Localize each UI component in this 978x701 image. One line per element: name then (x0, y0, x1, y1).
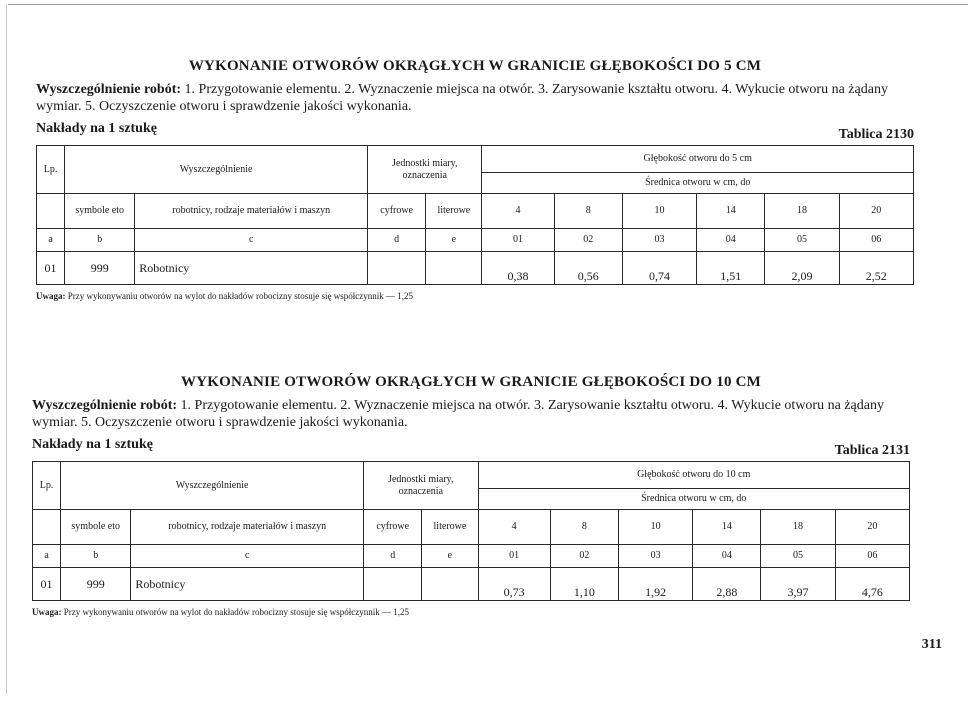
left-border-line (6, 4, 7, 694)
row-symbol: 999 (65, 252, 135, 285)
table-row (33, 568, 910, 601)
diameter-cell: 4 (482, 194, 554, 229)
value-cell: 3,97 (761, 568, 835, 601)
header-glebokosc: Głębokość otworu do 5 cm (482, 146, 914, 173)
header-cyfrowe: cyfrowe (368, 194, 426, 229)
table-number: Tablica 2131 (834, 443, 910, 458)
value-cell: 1,51 (697, 252, 765, 285)
section-title: WYKONANIE OTWORÓW OKRĄGŁYCH W GRANICIE GŁĘBOKOŚCI DO 5 CM (188, 58, 762, 74)
header-jednostki: Jednostki miary, oznaczenia (368, 146, 482, 194)
naklady-row (32, 435, 910, 457)
row-lp: 01 (37, 252, 65, 285)
table-number: Tablica 2130 (838, 127, 914, 142)
value-cell: 0,56 (554, 252, 622, 285)
diameter-cell: 14 (697, 194, 765, 229)
section-description (36, 81, 914, 115)
header-wyszczegolnienie: Wyszczególnienie (61, 462, 364, 510)
diameter-cell: 18 (765, 194, 839, 229)
note-label: Uwaga: (32, 607, 62, 617)
section-2130 (36, 58, 914, 301)
diameter-cell: 4 (478, 510, 550, 545)
header-lp: Lp. (37, 146, 65, 194)
note-label: Uwaga: (36, 291, 66, 301)
row-literowe (426, 252, 482, 285)
value-cell: 1,10 (550, 568, 618, 601)
letter-cell: c (135, 229, 368, 252)
header-robotnicy-rodzaje: robotnicy, rodzaje materiałów i maszyn (131, 510, 364, 545)
diameter-cell: 10 (622, 194, 696, 229)
value-cell: 2,88 (693, 568, 761, 601)
diameter-cell: 18 (761, 510, 835, 545)
letter-cell: c (131, 545, 364, 568)
header-lp: Lp. (33, 462, 61, 510)
row-cyfrowe (368, 252, 426, 285)
section-title: WYKONANIE OTWORÓW OKRĄGŁYCH W GRANICIE GŁĘBOKOŚCI DO 10 CM (180, 374, 761, 390)
header-cyfrowe: cyfrowe (364, 510, 422, 545)
description-label: Wyszczególnienie robót: (32, 398, 178, 413)
note-text: Przy wykonywaniu otworów na wylot do nakładów robocizny stosuje się współczynnik — 1,25 (65, 291, 413, 301)
header-srednica: Średnica otworu w cm, do (482, 173, 914, 194)
col-code-cell: 03 (618, 545, 692, 568)
value-cell: 1,92 (618, 568, 692, 601)
row-name: Robotnicy (135, 252, 368, 285)
naklady-row (36, 119, 914, 141)
letter-cell: e (426, 229, 482, 252)
col-code-cell: 05 (761, 545, 835, 568)
note-text: Przy wykonywaniu otworów na wylot do nakładów robocizny stosuje się współczynnik — 1,25 (61, 607, 409, 617)
col-code-cell: 01 (478, 545, 550, 568)
diameter-cell: 20 (835, 510, 909, 545)
col-code-cell: 03 (622, 229, 696, 252)
header-symbole: symbole eto (65, 194, 135, 229)
row-name: Robotnicy (131, 568, 364, 601)
col-code-cell: 05 (765, 229, 839, 252)
row-cyfrowe (364, 568, 422, 601)
note (32, 607, 910, 617)
top-border-line (8, 4, 968, 5)
header-literowe: literowe (422, 510, 478, 545)
header-empty-lp (37, 194, 65, 229)
row-symbol: 999 (61, 568, 131, 601)
header-jednostki: Jednostki miary, oznaczenia (364, 462, 478, 510)
page-number: 311 (921, 637, 942, 652)
col-code-cell: 02 (550, 545, 618, 568)
diameter-cell: 8 (554, 194, 622, 229)
letter-cell: b (61, 545, 131, 568)
norm-table (32, 461, 910, 601)
diameter-cell: 8 (550, 510, 618, 545)
letter-cell: a (33, 545, 61, 568)
row-literowe (422, 568, 478, 601)
section-2131 (32, 374, 910, 617)
diameter-cell: 14 (693, 510, 761, 545)
description-text: 1. Przygotowanie elementu. 2. Wyznaczenie miejsca na otwór. 3. Zarysowanie kształtu otworu. 4. Wykucie otworu na żądany wymiar. 5. Oczyszczenie otworu i sprawdzenie jakości wykonania. (36, 82, 888, 114)
description-label: Wyszczególnienie robót: (36, 82, 182, 97)
naklady-label: Nakłady na 1 sztukę (32, 437, 153, 452)
col-code-cell: 04 (697, 229, 765, 252)
header-symbole: symbole eto (61, 510, 131, 545)
value-cell: 0,73 (478, 568, 550, 601)
table-row (37, 252, 914, 285)
letter-cell: b (65, 229, 135, 252)
diameter-cell: 20 (839, 194, 913, 229)
header-empty-lp (33, 510, 61, 545)
letter-cell: a (37, 229, 65, 252)
value-cell: 2,52 (839, 252, 913, 285)
description-text: 1. Przygotowanie elementu. 2. Wyznaczenie miejsca na otwór. 3. Zarysowanie kształtu otworu. 4. Wykucie otworu na żądany wymiar. 5. Oczyszczenie otworu i sprawdzenie jakości wykonania. (32, 398, 884, 430)
col-code-cell: 06 (835, 545, 909, 568)
header-wyszczegolnienie: Wyszczególnienie (65, 146, 368, 194)
col-code-cell: 04 (693, 545, 761, 568)
diameter-cell: 10 (618, 510, 692, 545)
col-code-cell: 02 (554, 229, 622, 252)
value-cell: 0,38 (482, 252, 554, 285)
col-code-cell: 01 (482, 229, 554, 252)
col-code-cell: 06 (839, 229, 913, 252)
letter-cell: e (422, 545, 478, 568)
note (36, 291, 914, 301)
header-robotnicy-rodzaje: robotnicy, rodzaje materiałów i maszyn (135, 194, 368, 229)
value-cell: 2,09 (765, 252, 839, 285)
letter-cell: d (364, 545, 422, 568)
value-cell: 4,76 (835, 568, 909, 601)
header-glebokosc: Głębokość otworu do 10 cm (478, 462, 910, 489)
row-lp: 01 (33, 568, 61, 601)
section-description (32, 397, 910, 431)
naklady-label: Nakłady na 1 sztukę (36, 121, 157, 136)
header-literowe: literowe (426, 194, 482, 229)
norm-table (36, 145, 914, 285)
letter-cell: d (368, 229, 426, 252)
header-srednica: Średnica otworu w cm, do (478, 489, 910, 510)
value-cell: 0,74 (622, 252, 696, 285)
